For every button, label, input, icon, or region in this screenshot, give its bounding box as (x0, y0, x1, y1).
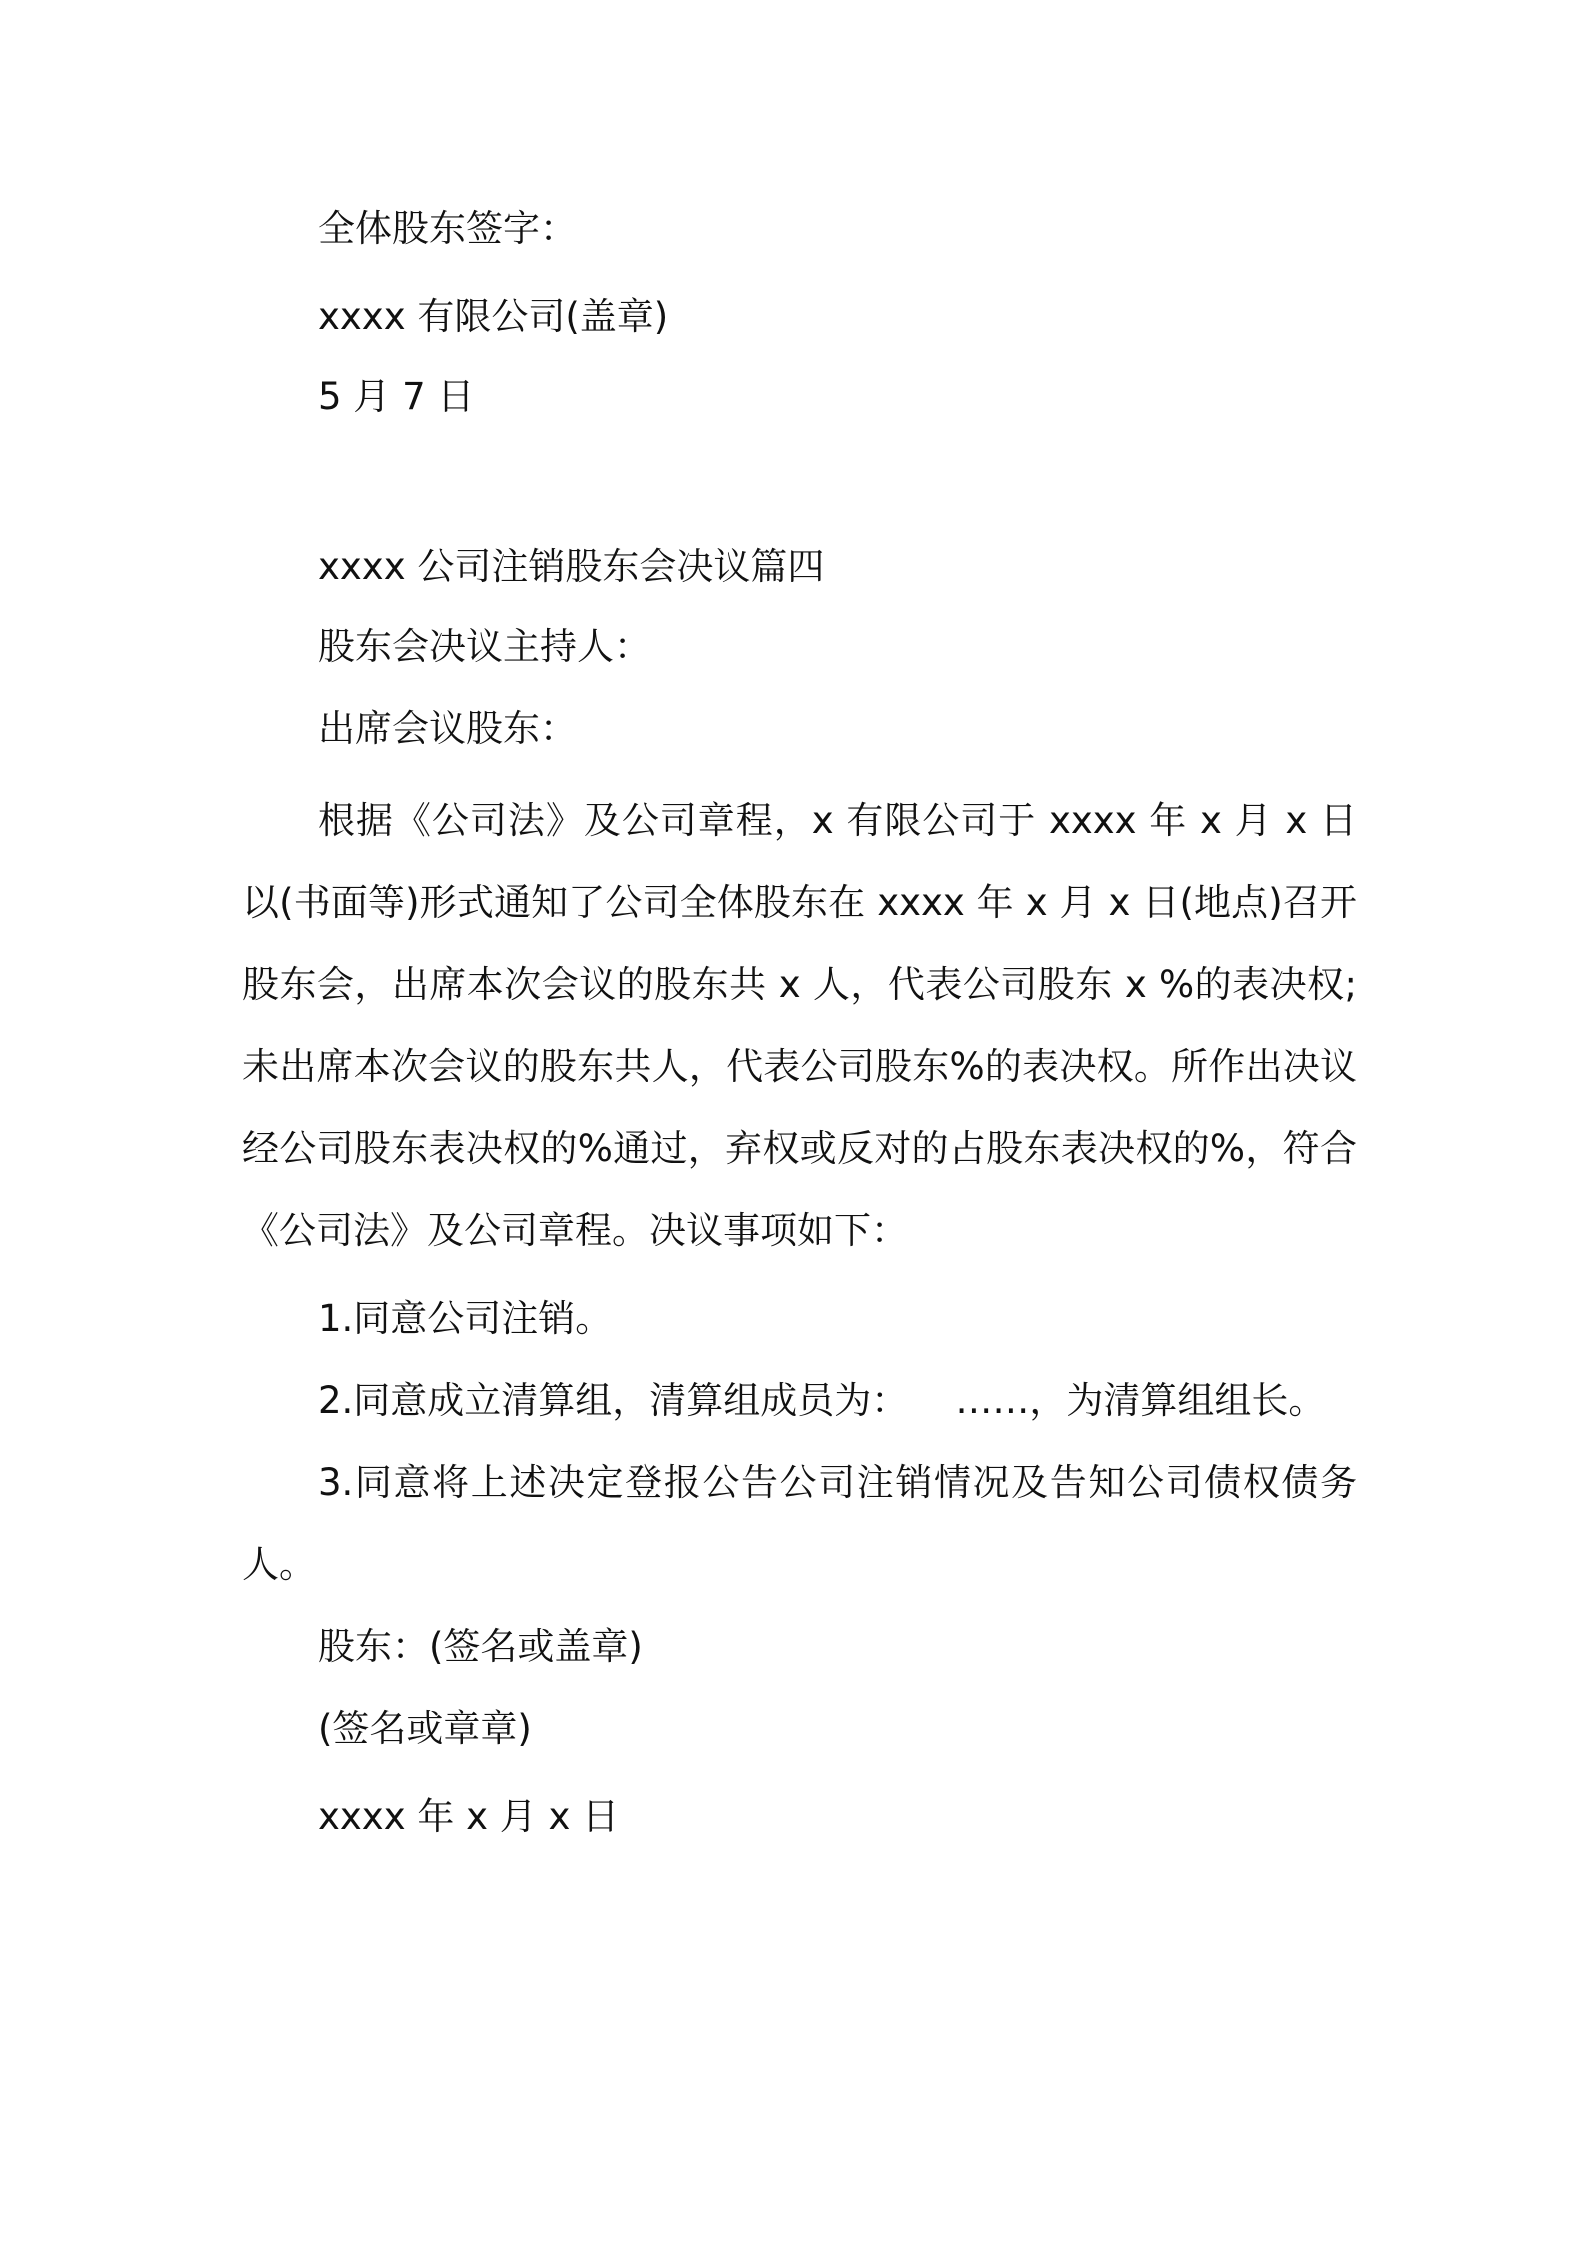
resolution-body-paragraph: 根据《公司法》及公司章程，x 有限公司于 xxxx 年 x 月 x 日以(书面等)形式通知了公司全体股东在 xxxx 年 x 月 x 日(地点)召开股东会，出席本次会议的股东共 x 人，代表公司股东 x %的表决权;未出席本次会议的股东共人，代表公司股东%的表决权。所作出决议经公司股东表决权的%通过，弃权或反对的占股东表决权的%，符合《公司法》及公司章程。决议事项如下： (242, 799, 1357, 1252)
signature-stamp-line: (签名或章章) (318, 1707, 532, 1750)
shareholder-signature-line: 股东：(签名或盖章) (318, 1625, 643, 1668)
attending-shareholders-label: 出席会议股东： (318, 707, 577, 750)
date-line-2: xxxx 年 x 月 x 日 (318, 1795, 620, 1838)
resolution-item-2: 2.同意成立清算组，清算组成员为： ……，为清算组组长。 (318, 1379, 1326, 1422)
resolution-item-1: 1.同意公司注销。 (318, 1297, 613, 1340)
company-seal-line: xxxx 有限公司(盖章) (318, 295, 669, 338)
all-shareholders-signature-label: 全体股东签字： (318, 207, 577, 250)
section-title: xxxx 公司注销股东会决议篇四 (318, 545, 825, 588)
meeting-host-label: 股东会决议主持人： (318, 625, 651, 668)
date-line-1: 5 月 7 日 (318, 375, 475, 418)
resolution-item-3: 3.同意将上述决定登报公告公司注销情况及告知公司债权债务人。 (242, 1461, 1357, 1586)
